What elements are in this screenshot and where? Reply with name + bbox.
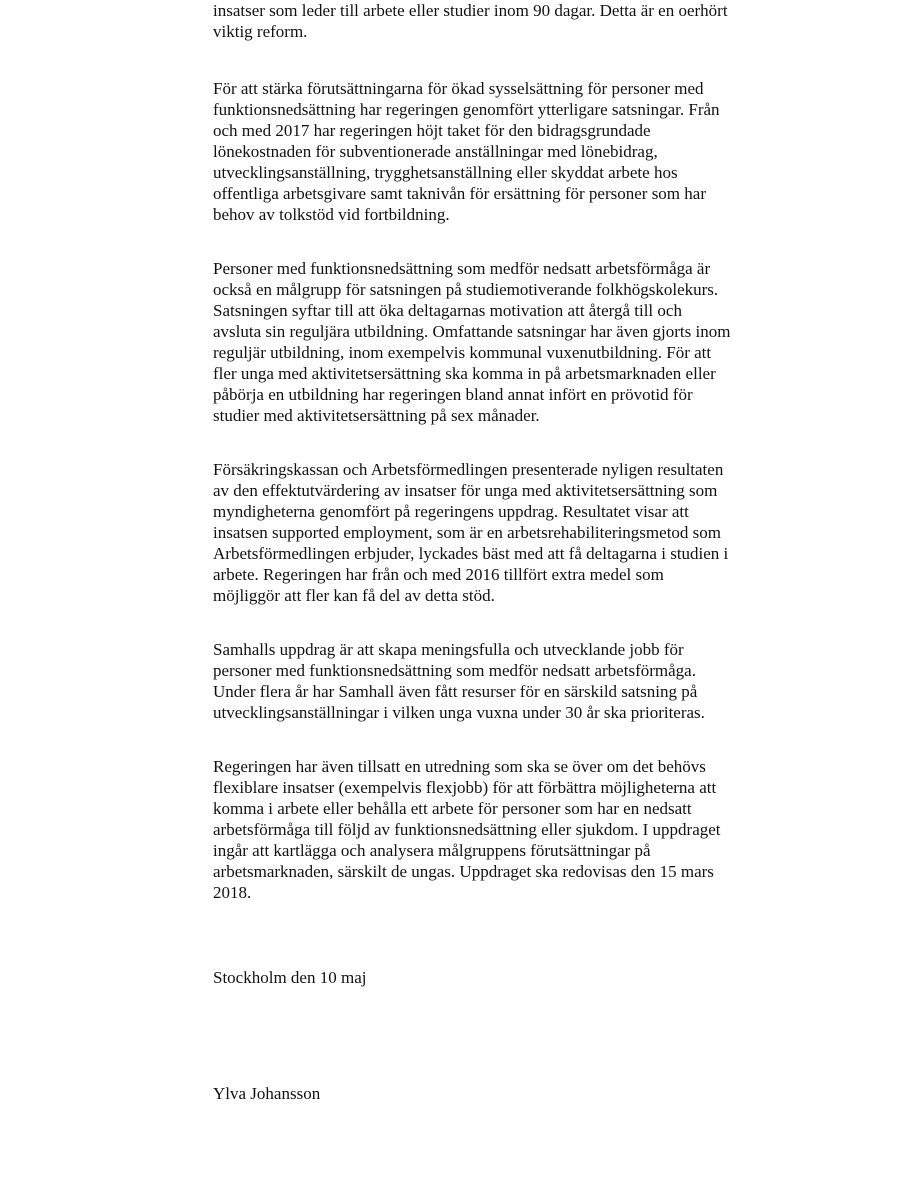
paragraph-line: flexiblare insatser (exempelvis flexjobb) för att förbättra möjligheterna att [213, 778, 717, 797]
paragraph [213, 78, 720, 225]
paragraph-line: Under flera år har Samhall även fått resurser för en särskild satsning på [213, 682, 698, 701]
paragraph-line: också en målgrupp för satsningen på studiemotiverande folkhögskolekurs. [213, 280, 719, 299]
paragraph-line: och med 2017 har regeringen höjt taket för den bidragsgrundade [213, 121, 651, 140]
paragraph-line: utvecklingsanställningar i vilken unga vuxna under 30 år ska prioriteras. [213, 703, 705, 722]
paragraph-line: Arbetsförmedlingen erbjuder, lyckades bäst med att få deltagarna i studien i [213, 544, 729, 563]
paragraph-fragment [213, 0, 728, 42]
paragraph-line: möjliggör att fler kan få del av detta stöd. [213, 586, 495, 605]
paragraph [213, 639, 705, 723]
paragraph-line: funktionsnedsättning har regeringen genomfört ytterligare satsningar. Från [213, 100, 720, 119]
paragraph-line: lönekostnaden för subventionerade anställningar med lönebidrag, [213, 142, 658, 161]
paragraph-line: Personer med funktionsnedsättning som medför nedsatt arbetsförmåga är [213, 259, 711, 278]
paragraph-line: arbetsförmåga till följd av funktionsnedsättning eller sjukdom. I uppdraget [213, 820, 721, 839]
paragraph-line: studier med aktivitetsersättning på sex månader. [213, 406, 540, 425]
paragraph-line: reguljär utbildning, inom exempelvis kommunal vuxenutbildning. För att [213, 343, 712, 362]
paragraph-line: av den effektutvärdering av insatser för unga med aktivitetsersättning som [213, 481, 718, 500]
place-date: Stockholm den 10 maj [213, 968, 367, 987]
paragraph-line: ingår att kartlägga och analysera målgruppens förutsättningar på [213, 841, 651, 860]
paragraph-line: myndigheterna genomfört på regeringens uppdrag. Resultatet visar att [213, 502, 689, 521]
paragraph-line: Försäkringskassan och Arbetsförmedlingen presenterade nyligen resultaten [213, 460, 724, 479]
paragraph-line: Regeringen har även tillsatt en utredning som ska se över om det behövs [213, 757, 706, 776]
paragraph-line: insatser som leder till arbete eller studier inom 90 dagar. Detta är en oerhört [213, 1, 728, 20]
paragraph [213, 756, 721, 903]
paragraph-line: insatsen supported employment, som är en arbetsrehabiliteringsmetod som [213, 523, 721, 542]
paragraph-line: arbete. Regeringen har från och med 2016 tillfört extra medel som [213, 565, 664, 584]
paragraph-line: komma i arbete eller behålla ett arbete för personer som har en nedsatt [213, 799, 692, 818]
paragraph [213, 459, 728, 606]
paragraph-line: utvecklingsanställning, trygghetsanställning eller skyddat arbete hos [213, 163, 678, 182]
paragraph-line: 2018. [213, 883, 252, 902]
paragraph-line: För att stärka förutsättningarna för ökad sysselsättning för personer med [213, 79, 704, 98]
paragraph-line: personer med funktionsnedsättning som medför nedsatt arbetsförmåga. [213, 661, 696, 680]
paragraph-line: Samhalls uppdrag är att skapa meningsfulla och utvecklande jobb för [213, 640, 684, 659]
paragraph-line: offentliga arbetsgivare samt taknivån för ersättning för personer som har [213, 184, 706, 203]
paragraph-line: viktig reform. [213, 22, 308, 41]
paragraph-line: behov av tolkstöd vid fortbildning. [213, 205, 450, 224]
paragraph-line: fler unga med aktivitetsersättning ska komma in på arbetsmarknaden eller [213, 364, 716, 383]
paragraph [213, 258, 730, 426]
paragraph-line: arbetsmarknaden, särskilt de ungas. Uppdraget ska redovisas den 15 mars [213, 862, 714, 881]
paragraph-line: Satsningen syftar till att öka deltagarnas motivation att återgå till och [213, 301, 682, 320]
signature-name: Ylva Johansson [213, 1084, 321, 1103]
paragraph-line: påbörja en utbildning har regeringen bland annat infört en prövotid för [213, 385, 693, 404]
paragraph-line: avsluta sin reguljära utbildning. Omfattande satsningar har även gjorts inom [213, 322, 731, 341]
